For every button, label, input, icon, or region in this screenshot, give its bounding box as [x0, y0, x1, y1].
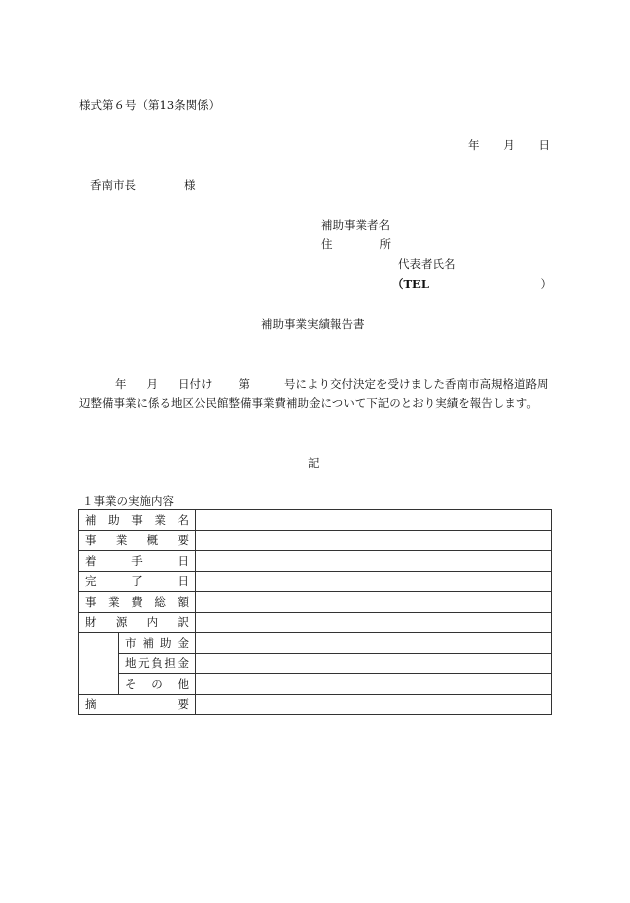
label-char: 事	[131, 512, 143, 527]
form-number: 様式第６号（第13条関係）	[79, 98, 221, 112]
business-name-label: 補助事業者名	[321, 218, 390, 232]
row-value[interactable]	[196, 612, 552, 633]
label-char: 訳	[177, 615, 189, 630]
label-char: そ	[125, 676, 137, 691]
table-row	[79, 571, 552, 592]
label-char: 事	[85, 533, 97, 548]
body-paragraph	[79, 375, 553, 412]
label-char: 着	[85, 553, 97, 568]
label-char: 業	[108, 594, 120, 609]
document-title: 補助事業実績報告書	[261, 317, 365, 331]
address-label-a: 住	[321, 237, 333, 251]
label-char: 財	[85, 615, 97, 630]
label-char: 費	[131, 594, 143, 609]
row-label-funding-breakdown	[79, 612, 196, 633]
label-char: 他	[177, 676, 189, 691]
row-value[interactable]	[196, 694, 552, 715]
indent-cell	[79, 674, 119, 695]
date-day: 日	[538, 138, 550, 152]
label-char: 完	[85, 574, 97, 589]
table-row	[79, 653, 552, 674]
label-char: 要	[177, 697, 189, 712]
label-char: 概	[146, 533, 159, 548]
row-value[interactable]	[196, 551, 552, 572]
ki-mark: 記	[308, 456, 320, 470]
row-label-city-subsidy	[119, 633, 196, 654]
row-value[interactable]	[196, 510, 552, 531]
label-char: 金	[177, 656, 189, 671]
table-row	[79, 530, 552, 551]
table-row	[79, 674, 552, 695]
label-char: 摘	[85, 697, 97, 712]
label-char: 市	[125, 635, 137, 650]
label-char: 名	[177, 512, 189, 527]
label-char: 手	[131, 553, 143, 568]
addressee-honorific: 様	[184, 178, 196, 192]
table-row	[79, 612, 552, 633]
tel-close: ）	[540, 277, 552, 291]
row-value[interactable]	[196, 653, 552, 674]
label-char: 業	[115, 533, 128, 548]
addressee-name: 香南市長	[90, 178, 136, 192]
date-line	[468, 138, 550, 152]
body-day-dated: 日付け	[178, 377, 213, 391]
table-row	[79, 694, 552, 715]
label-char: 助	[160, 635, 172, 650]
label-char: 担	[164, 656, 176, 671]
address-label-b: 所	[379, 237, 391, 251]
label-char: 事	[85, 594, 97, 609]
row-label-start-date	[79, 551, 196, 572]
label-char: 助	[108, 512, 120, 527]
label-char: 補	[85, 512, 97, 527]
label-char: 総	[154, 594, 166, 609]
row-label-other	[119, 674, 196, 695]
row-value[interactable]	[196, 633, 552, 654]
tel-open: （TEL	[392, 277, 429, 291]
label-char: 業	[154, 512, 166, 527]
label-char: 日	[177, 553, 189, 568]
table-row	[79, 592, 552, 613]
row-label-completion-date	[79, 571, 196, 592]
label-char: 補	[142, 635, 154, 650]
date-month: 月	[503, 138, 515, 152]
indent-cell	[79, 633, 119, 654]
label-char: 源	[115, 615, 128, 630]
body-month: 月	[146, 377, 158, 391]
row-value[interactable]	[196, 530, 552, 551]
label-char: 要	[177, 533, 189, 548]
row-label-business-summary	[79, 530, 196, 551]
row-value[interactable]	[196, 674, 552, 695]
row-label-business-name	[79, 510, 196, 531]
body-year: 年	[115, 377, 127, 391]
table-row	[79, 551, 552, 572]
row-value[interactable]	[196, 571, 552, 592]
implementation-table	[78, 509, 552, 715]
tel-line	[392, 277, 552, 291]
row-label-total-cost	[79, 592, 196, 613]
date-year: 年	[468, 138, 480, 152]
label-char: 内	[146, 615, 159, 630]
label-char: 額	[177, 594, 189, 609]
table-row	[79, 510, 552, 531]
body-number-prefix: 第	[238, 377, 250, 391]
body-text: 号により交付決定を受けました香南市高規格道路周辺整備事業に係る地区公民館整備事業費補助金について下記のとおり実績を報告します。	[79, 377, 549, 410]
label-char: 了	[131, 574, 143, 589]
table-row	[79, 633, 552, 654]
address-label	[321, 237, 391, 251]
row-value[interactable]	[196, 592, 552, 613]
row-label-remarks	[79, 694, 196, 715]
row-label-local-share	[119, 653, 196, 674]
label-char: の	[151, 676, 163, 691]
label-char: 日	[177, 574, 189, 589]
label-char: 地	[125, 656, 137, 671]
indent-cell	[79, 653, 119, 674]
representative-label: 代表者氏名	[398, 257, 456, 271]
label-char: 負	[151, 656, 163, 671]
label-char: 金	[177, 635, 189, 650]
label-char: 元	[138, 656, 150, 671]
section-heading: １事業の実施内容	[82, 494, 174, 508]
